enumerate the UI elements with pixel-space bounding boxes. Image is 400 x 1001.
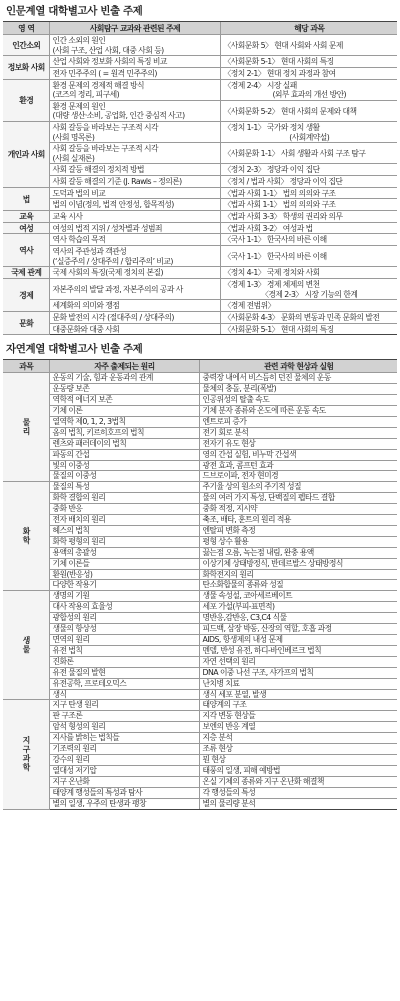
- principle-cell: 암석 형성의 원리: [49, 722, 199, 733]
- principle-cell: 환원(반응성): [49, 569, 199, 580]
- science-row: [3, 449, 397, 460]
- subject-text: (외부 효과의 개선 방안): [272, 90, 347, 100]
- topic-cell: [49, 267, 220, 279]
- topic-text: 역사의 주관성과 객관성: [52, 247, 127, 257]
- topic-text: (대량 생산·소비, 공업화, 인간 중심적 사고): [52, 111, 185, 121]
- subject-text: 〈사회문화 5-1〉 현대 사회의 특징: [223, 57, 334, 67]
- science-row: [3, 395, 397, 406]
- principle-cell: 파동의 간섭: [49, 449, 199, 460]
- principle-cell: 렌츠와 패러데이의 법칙: [49, 438, 199, 449]
- topic-cell: [49, 234, 220, 246]
- principle-cell: 중화 반응: [49, 504, 199, 515]
- humanities-row: [3, 100, 397, 121]
- principle-cell: 헤스의 법칙: [49, 525, 199, 536]
- page: [0, 3, 400, 810]
- subject-area-char: 리: [22, 426, 30, 436]
- science-body: [3, 373, 397, 809]
- phenomenon-cell: 보엔의 반응 계열: [199, 722, 397, 733]
- phenomenon-cell: 태양계의 구조: [199, 700, 397, 711]
- subject-cell: [220, 187, 397, 199]
- science-header-row: [3, 360, 397, 373]
- subject-area-cell: [3, 482, 49, 591]
- phenomenon-cell: 엔트로피 증가: [199, 416, 397, 427]
- topic-cell: [49, 323, 220, 335]
- principle-cell: 운동량 보존: [49, 384, 199, 395]
- subject-area-char: 학: [22, 535, 30, 545]
- topic-text: 전자 민주주의 ( = 원격 민주주의): [52, 68, 157, 78]
- subject-text: 〈사회문화 5〉 현대 사회와 사회 문제: [223, 40, 343, 50]
- principle-cell: 판 구조론: [49, 711, 199, 722]
- principle-cell: 운동의 기술, 힘과 운동과의 관계: [49, 373, 199, 384]
- area-label: 여성: [19, 223, 34, 233]
- topic-cell: [49, 211, 220, 223]
- humanities-row: [3, 56, 397, 68]
- principle-cell: 지구 온난화: [49, 776, 199, 787]
- topic-text: (‘실증주의 / 상대주의 / 합리주의’ 비교): [52, 256, 173, 266]
- principle-cell: 강수의 원리: [49, 754, 199, 765]
- principle-cell: 유전 법칙: [49, 645, 199, 656]
- subject-text: 〈사회문화 4-3〉 문화의 변동과 민족 문화의 발전: [223, 312, 380, 322]
- science-row: [3, 384, 397, 395]
- subject-cell: [220, 79, 397, 100]
- subject-cell: [220, 67, 397, 79]
- subject-text: 〈경제 전범위〉: [223, 301, 275, 311]
- subject-area-char: 생: [22, 636, 30, 645]
- humanities-row: [3, 211, 397, 223]
- science-row: [3, 722, 397, 733]
- topic-text: 사회 갈등 해결의 정치적 방법: [52, 165, 144, 175]
- science-row: [3, 504, 397, 515]
- phenomenon-cell: 주기율 상의 원소의 주기적 성질: [199, 482, 397, 493]
- humanities-row: [3, 279, 397, 300]
- subject-text: 〈법과 사회 1-1〉 법의 의의와 구조: [223, 188, 336, 198]
- humanities-row: [3, 199, 397, 211]
- humanities-row: [3, 222, 397, 234]
- humanities-row: [3, 121, 397, 142]
- topic-cell: [49, 176, 220, 188]
- science-row: [3, 460, 397, 471]
- science-row: [3, 624, 397, 635]
- area-label: 개인과 사회: [7, 150, 45, 160]
- subject-area-char: 과: [22, 753, 30, 763]
- topic-cell: [49, 143, 220, 164]
- header-principle: 자주 출제되는 원리: [49, 360, 199, 373]
- science-row: [3, 656, 397, 667]
- subject-text: 〈법과 사회 1-1〉 법의 의의와 구조: [223, 200, 336, 210]
- science-row: [3, 536, 397, 547]
- phenomenon-cell: 전자기 유도 현상: [199, 438, 397, 449]
- principle-cell: 진화론: [49, 656, 199, 667]
- humanities-row: [3, 323, 397, 335]
- principle-cell: 광합성의 원리: [49, 613, 199, 624]
- phenomenon-cell: 물체의 충돌, 분리(폭발): [199, 384, 397, 395]
- principle-cell: 전자 배치의 원리: [49, 515, 199, 526]
- phenomenon-cell: 평형 상수 활용: [199, 536, 397, 547]
- subject-text: 〈경제 2-3〉 시장 기능의 한계: [261, 289, 358, 299]
- phenomenon-cell: 전기 회로 분석: [199, 427, 397, 438]
- area-label: 인간소외: [12, 40, 41, 50]
- principle-cell: 용액의 총괄성: [49, 547, 199, 558]
- humanities-row: [3, 311, 397, 323]
- topic-text: 법의 이념(정의, 법적 안정성, 합목적성): [52, 200, 174, 210]
- phenomenon-cell: 인공위성의 탈출 속도: [199, 395, 397, 406]
- science-row: [3, 591, 397, 602]
- subject-text: (사회계약설): [289, 132, 330, 142]
- science-row: [3, 733, 397, 744]
- science-row: [3, 689, 397, 700]
- topic-cell: [49, 246, 220, 267]
- topic-cell: [49, 35, 220, 56]
- section1-title: 인문계열 대학별고사 빈출 주제: [6, 5, 143, 17]
- humanities-row: [3, 234, 397, 246]
- science-row: [3, 798, 397, 809]
- subject-text: 〈정치 / 법과 사회〉 정당과 이익 집단: [223, 177, 343, 187]
- principle-cell: 기체 이론들: [49, 558, 199, 569]
- subject-cell: [220, 199, 397, 211]
- phenomenon-cell: 화학전지의 원리: [199, 569, 397, 580]
- principle-cell: 물질의 특성: [49, 482, 199, 493]
- topic-cell: [49, 311, 220, 323]
- science-row: [3, 776, 397, 787]
- topic-text: (코즈의 정리, 피구세): [52, 90, 120, 100]
- phenomenon-cell: 지층 분석: [199, 733, 397, 744]
- topic-text: 문화 발전의 시각 (절대주의 / 상대주의): [52, 312, 174, 322]
- area-label: 정보화 사회: [7, 63, 45, 73]
- phenomenon-cell: 온실 기체의 종류와 지구 온난화 해결책: [199, 776, 397, 787]
- subject-cell: [220, 246, 397, 267]
- humanities-row: [3, 187, 397, 199]
- subject-text: 〈사회문화 1-1〉 사회 생활과 사회 구조 탐구: [223, 148, 366, 158]
- humanities-row: [3, 300, 397, 312]
- subject-text: 〈법과 사회 3-3〉 학생의 권리와 의무: [223, 212, 343, 222]
- topic-cell: [49, 121, 220, 142]
- principle-cell: 면역의 원리: [49, 635, 199, 646]
- principle-cell: 화학 결합의 원리: [49, 493, 199, 504]
- humanities-row: [3, 79, 397, 100]
- area-cell: [3, 234, 49, 267]
- phenomenon-cell: 자연 선택의 원리: [199, 656, 397, 667]
- phenomenon-cell: 생물 속성설, 코아세르베이트: [199, 591, 397, 602]
- subject-cell: [220, 176, 397, 188]
- principle-cell: 기체 이론: [49, 405, 199, 416]
- area-cell: [3, 311, 49, 334]
- subject-text: 〈경제 2-4〉 시장 실패: [223, 80, 297, 90]
- area-label: 문화: [19, 318, 34, 328]
- topic-text: 세계화의 의미와 쟁점: [52, 301, 120, 311]
- science-row: [3, 427, 397, 438]
- topic-cell: [49, 164, 220, 176]
- topic-cell: [49, 67, 220, 79]
- principle-cell: 별의 일생, 우주의 탄생과 팽창: [49, 798, 199, 809]
- topic-text: 도덕과 법의 비교: [52, 188, 106, 198]
- science-row: [3, 754, 397, 765]
- subject-cell: [220, 164, 397, 176]
- subject-cell: [220, 300, 397, 312]
- science-row: [3, 711, 397, 722]
- subject-cell: [220, 267, 397, 279]
- subject-area-cell: [3, 373, 49, 482]
- subject-cell: [220, 100, 397, 121]
- phenomenon-cell: 기체 분자 종류와 온도에 따른 운동 속도: [199, 405, 397, 416]
- subject-area-char: 화: [22, 526, 30, 536]
- principle-cell: 생명의 기원: [49, 591, 199, 602]
- area-cell: [3, 267, 49, 279]
- topic-cell: [49, 56, 220, 68]
- topic-text: 사회 갈등을 바라보는 구조적 시각: [52, 144, 158, 154]
- area-cell: [3, 79, 49, 121]
- area-label: 교육: [19, 212, 34, 222]
- topic-text: 여성의 법적 지위 / 성차별과 성범죄: [52, 223, 162, 233]
- science-row: [3, 765, 397, 776]
- science-row: [3, 645, 397, 656]
- phenomenon-cell: 중력장 내에서 비스듬히 던진 물체의 운동: [199, 373, 397, 384]
- subject-cell: [220, 323, 397, 335]
- subject-text: 〈정치 2-3〉 정당과 이익 집단: [223, 165, 320, 175]
- science-row: [3, 635, 397, 646]
- topic-cell: [49, 100, 220, 121]
- phenomenon-cell: 뭔 현상: [199, 754, 397, 765]
- subject-text: 〈법과 사회 3-2〉 여성과 법: [223, 223, 313, 233]
- humanities-table: [3, 21, 397, 335]
- subject-cell: [220, 121, 397, 142]
- phenomenon-cell: AIDS, 항생제의 내성 문제: [199, 635, 397, 646]
- principle-cell: 대사 작용의 효율성: [49, 602, 199, 613]
- phenomenon-cell: 이상기체 상태방정식, 반데르발스 상태방정식: [199, 558, 397, 569]
- phenomenon-cell: 조류 현상: [199, 744, 397, 755]
- subject-area-char: 구: [22, 745, 30, 755]
- science-row: [3, 438, 397, 449]
- science-row: [3, 602, 397, 613]
- humanities-body: [3, 35, 397, 335]
- topic-text: (사회 명목론): [52, 132, 95, 142]
- phenomenon-cell: 지각 변동 현상들: [199, 711, 397, 722]
- area-cell: [3, 35, 49, 56]
- phenomenon-cell: 멘델, 반성 유전, 하디-바인베르크 법칙: [199, 645, 397, 656]
- subject-text: 〈정치 2-1〉 현대 정치 과정과 참여: [223, 68, 336, 78]
- principle-cell: 지구 탄생 원리: [49, 700, 199, 711]
- topic-text: 대중문화와 대중 사회: [52, 324, 120, 334]
- topic-text: 교육 시사: [52, 212, 83, 222]
- phenomenon-cell: 영의 간섭 실험, 비누막 간섭색: [199, 449, 397, 460]
- subject-text: 〈사회문화 5-1〉 현대 사회의 특징: [223, 324, 334, 334]
- topic-cell: [49, 300, 220, 312]
- subject-cell: [220, 311, 397, 323]
- science-row: [3, 569, 397, 580]
- area-cell: [3, 222, 49, 234]
- phenomenon-cell: 드브로이파, 전자 현미경: [199, 471, 397, 482]
- principle-cell: 역학적 에너지 보존: [49, 395, 199, 406]
- principle-cell: 다양한 작용기: [49, 580, 199, 591]
- subject-text: 〈사회문화 5-2〉 현대 사회의 문제와 대책: [223, 106, 357, 116]
- humanities-row: [3, 176, 397, 188]
- subject-text: 〈경제 1-3〉 경제 체제의 변천: [223, 280, 320, 289]
- science-row: [3, 667, 397, 678]
- humanities-row: [3, 246, 397, 267]
- science-row: [3, 493, 397, 504]
- topic-cell: [49, 222, 220, 234]
- phenomenon-cell: 축조, 배타, 훈트의 원리 적용: [199, 515, 397, 526]
- phenomenon-cell: 피드백, 삼장 박동, 산장의 역할, 호흡 과정: [199, 624, 397, 635]
- area-label: 역사: [19, 246, 34, 256]
- topic-text: 산업 사회와 정보화 사회의 특징 비교: [52, 57, 167, 67]
- phenomenon-cell: 중화 적정, 지시약: [199, 504, 397, 515]
- science-row: [3, 482, 397, 493]
- topic-text: 인간 소외의 원인: [52, 36, 106, 45]
- science-row: [3, 613, 397, 624]
- subject-cell: [220, 35, 397, 56]
- subject-text: 〈국사 1-1〉 한국사의 바른 이해: [223, 251, 327, 261]
- phenomenon-cell: 엔탈피 변화 측정: [199, 525, 397, 536]
- science-row: [3, 700, 397, 711]
- phenomenon-cell: 세포 가설(부피-표면적): [199, 602, 397, 613]
- science-row: [3, 405, 397, 416]
- subject-area-char: 물: [22, 644, 30, 654]
- topic-text: 환경 문제의 경제적 해결 방식: [52, 80, 144, 90]
- science-row: [3, 373, 397, 384]
- principle-cell: 생물의 항상성: [49, 624, 199, 635]
- topic-cell: [49, 187, 220, 199]
- principle-cell: 태양계 행성들의 특성과 탐사: [49, 787, 199, 798]
- subject-cell: [220, 222, 397, 234]
- subject-area-char: 물: [22, 417, 30, 427]
- topic-text: 국제 사회의 특징(국제 정치의 본질): [52, 268, 163, 278]
- principle-cell: 유전공학, 프로테오믹스: [49, 678, 199, 689]
- section2-title: 자연계열 대학별고사 빈출 주제: [6, 343, 143, 356]
- subject-cell: [220, 234, 397, 246]
- subject-cell: [220, 211, 397, 223]
- area-label: 국제 관계: [11, 268, 42, 278]
- topic-text: 자본주의의 발달 과정, 자본주의의 공과 사: [52, 284, 183, 294]
- header-subject: 해당 과목: [220, 22, 397, 35]
- science-row: [3, 515, 397, 526]
- science-row: [3, 525, 397, 536]
- science-row: [3, 471, 397, 482]
- science-row: [3, 580, 397, 591]
- humanities-row: [3, 67, 397, 79]
- humanities-row: [3, 35, 397, 56]
- header-topic: 사회탐구 교과와 관련된 주제: [49, 22, 220, 35]
- science-table: [3, 359, 397, 809]
- subject-area-char: 학: [22, 762, 30, 772]
- topic-cell: [49, 279, 220, 300]
- phenomenon-cell: 생식 세포 분열, 발생: [199, 689, 397, 700]
- subject-text: 〈국사 1-1〉 한국사의 바른 이해: [223, 235, 327, 245]
- area-cell: [3, 211, 49, 223]
- header-subject-area: 과목: [3, 360, 49, 373]
- principle-cell: 열역학 제0, 1, 2, 3법칙: [49, 416, 199, 427]
- humanities-row: [3, 164, 397, 176]
- topic-text: 사회 갈등 해결의 기준 (J. Rawls – 정의론): [52, 177, 182, 187]
- science-row: [3, 787, 397, 798]
- topic-cell: [49, 199, 220, 211]
- principle-cell: 기조력의 원리: [49, 744, 199, 755]
- subject-cell: [220, 143, 397, 164]
- topic-text: 환경 문제의 원인: [52, 101, 106, 111]
- principle-cell: 지사를 밝히는 법칙들: [49, 733, 199, 744]
- phenomenon-cell: 명반응,감반응, C3,C4 식물: [199, 613, 397, 624]
- phenomenon-cell: 각 행성들의 특성: [199, 787, 397, 798]
- area-label: 법: [22, 194, 30, 204]
- area-cell: [3, 187, 49, 210]
- principle-cell: 화학 평형의 원리: [49, 536, 199, 547]
- subject-area-cell: [3, 700, 49, 809]
- area-label: 환경: [19, 95, 34, 105]
- principle-cell: 옴의 법칙, 키르히호프의 법칙: [49, 427, 199, 438]
- phenomenon-cell: 물의 여러 가지 특성, 단백질의 펩타드 결합: [199, 493, 397, 504]
- topic-text: (사회 실재론): [52, 153, 95, 163]
- subject-cell: [220, 279, 397, 300]
- principle-cell: 빛의 이중성: [49, 460, 199, 471]
- subject-text: 〈정치 1-1〉 국가와 정치 생활: [223, 122, 320, 132]
- humanities-row: [3, 143, 397, 164]
- phenomenon-cell: 난치병 치료: [199, 678, 397, 689]
- area-cell: [3, 279, 49, 312]
- phenomenon-cell: 별의 물리량 분석: [199, 798, 397, 809]
- topic-cell: [49, 79, 220, 100]
- humanities-header-row: [3, 22, 397, 35]
- header-phenomenon: 관련 과학 현상과 실험: [199, 360, 397, 373]
- subject-area-cell: [3, 591, 49, 700]
- science-row: [3, 678, 397, 689]
- phenomenon-cell: 태풍의 일생, 피해 예방법: [199, 765, 397, 776]
- subject-area-char: 지: [22, 736, 30, 746]
- subject-cell: [220, 56, 397, 68]
- principle-cell: 물질의 이중성: [49, 471, 199, 482]
- phenomenon-cell: 탄소화합물의 종류와 성질: [199, 580, 397, 591]
- phenomenon-cell: 끓는점 오름, 녹는점 내림, 완충 용액: [199, 547, 397, 558]
- phenomenon-cell: DNA 이중 나선 구조, 샤가프의 법칙: [199, 667, 397, 678]
- principle-cell: 생식: [49, 689, 199, 700]
- area-label: 경제: [19, 290, 34, 300]
- area-cell: [3, 121, 49, 187]
- science-row: [3, 558, 397, 569]
- science-row: [3, 547, 397, 558]
- science-row: [3, 744, 397, 755]
- topic-text: 역사 학습의 목적: [52, 235, 106, 245]
- principle-cell: 열대성 저기압: [49, 765, 199, 776]
- humanities-row: [3, 267, 397, 279]
- subject-text: 〈정치 4-1〉 국제 정치와 사회: [223, 268, 320, 278]
- topic-text: (사회 구조, 산업 사회, 대중 사회 등): [52, 45, 164, 55]
- phenomenon-cell: 광전 효과, 콤프턴 효과: [199, 460, 397, 471]
- principle-cell: 유전 물질의 발현: [49, 667, 199, 678]
- area-cell: [3, 56, 49, 79]
- header-area: 영 역: [3, 22, 49, 35]
- science-row: [3, 416, 397, 427]
- topic-text: 사회 갈등을 바라보는 구조적 시각: [52, 122, 158, 132]
